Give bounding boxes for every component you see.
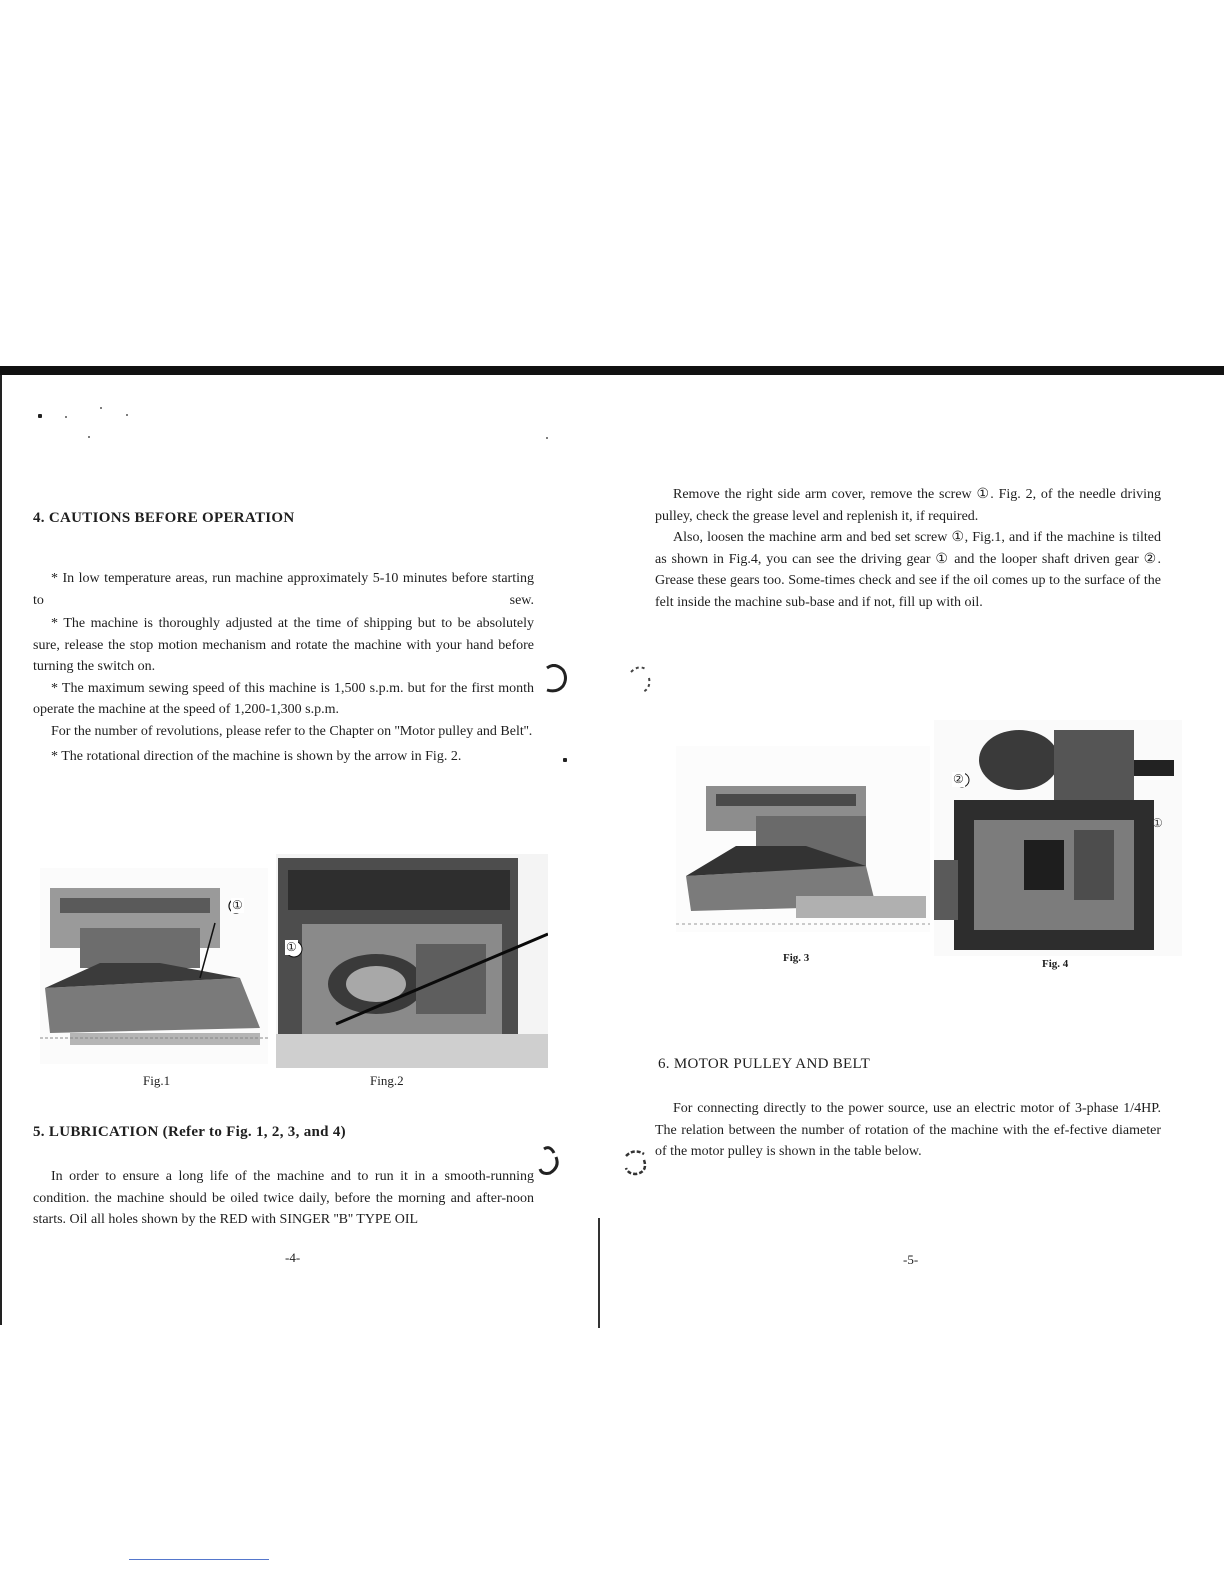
figure-4-callout-b: ① xyxy=(1152,816,1163,830)
section-4-title: 4. CAUTIONS BEFORE OPERATION xyxy=(33,510,295,526)
paragraph: Remove the right side arm cover, remove the screw ①. Fig. 2, of the needle driving pulley, check the grease level and replenish it, if required. xyxy=(655,487,1161,524)
figure-1-callout: ① xyxy=(232,898,243,912)
speck xyxy=(126,414,128,416)
figure-1-caption: Fig.1 xyxy=(143,1073,171,1088)
paragraph: Also, loosen the machine arm and bed set screw ①, Fig.1, and if the machine is tilted as shown in Fig.4, you can see the driving gear ① and the looper shaft driven gear ②. Grease these gears too. Some-times check and see if the oil comes up to the surface of the felt inside the machine sub-base and if not, fill up with oil. xyxy=(655,530,1161,610)
section-6-body xyxy=(655,1098,1161,1163)
page-divider xyxy=(598,1218,600,1328)
top-border xyxy=(0,366,1224,375)
section-5-body xyxy=(33,1166,534,1231)
page-number-left: -4- xyxy=(285,1250,301,1265)
binder-hole-icon xyxy=(541,664,569,694)
speck xyxy=(88,436,90,438)
binder-hole-icon xyxy=(622,1148,652,1178)
figure-2-photo xyxy=(276,854,548,1068)
bottom-rule xyxy=(129,1559,269,1560)
binder-hole-icon xyxy=(625,664,655,698)
section-4-body xyxy=(33,568,534,768)
page-number-right: -5- xyxy=(903,1252,919,1267)
figure-3-photo xyxy=(676,746,930,932)
figure-4-callout-a: ② xyxy=(953,772,964,786)
figure-3-caption: Fig. 3 xyxy=(783,952,810,964)
section-6-title: 6. MOTOR PULLEY AND BELT xyxy=(658,1056,871,1072)
paragraph: In order to ensure a long life of the machine and to run it in a smooth-running condition. the machine should be oiled twice daily, before the morning and after-noon starts. Oil all holes shown by the RED with SINGER ''B'' TYPE OIL xyxy=(33,1169,534,1227)
paragraph: For the number of revolutions, please refer to the Chapter on ''Motor pulley and Belt''. xyxy=(51,723,533,739)
speck xyxy=(65,416,67,418)
figure-4-photo xyxy=(934,720,1182,956)
figure-2-caption: Fing.2 xyxy=(370,1073,404,1088)
speck xyxy=(563,758,567,762)
binder-hole-icon xyxy=(536,1145,564,1177)
paragraph: For connecting directly to the power source, use an electric motor of 3-phase 1/4HP. The relation between the number of rotation of the machine with the ef-fective diameter of the motor pulley is shown in the table below. xyxy=(655,1101,1161,1159)
paragraph: * The rotational direction of the machine is shown by the arrow in Fig. 2. xyxy=(51,749,462,764)
paragraph: * The machine is thoroughly adjusted at the time of shipping but to be absolutely sure, release the stop motion mechanism and rotate the machine with your hand before turning the switch on. xyxy=(33,616,534,674)
speck xyxy=(38,414,42,418)
figure-2-callout: ① xyxy=(286,940,297,954)
section-5-title: 5. LUBRICATION (Refer to Fig. 1, 2, 3, and 4) xyxy=(33,1124,346,1140)
figure-4-caption: Fig. 4 xyxy=(1042,958,1069,970)
left-edge xyxy=(0,375,2,1325)
paragraph: * In low temperature areas, run machine approximately 5-10 minutes before starting to sew. xyxy=(33,571,534,608)
speck xyxy=(546,437,548,439)
paragraph: * The maximum sewing speed of this machine is 1,500 s.p.m. but for the first month operate the machine at the speed of 1,200-1,300 s.p.m. xyxy=(33,680,534,717)
right-intro-body xyxy=(655,484,1161,613)
speck xyxy=(100,407,102,409)
